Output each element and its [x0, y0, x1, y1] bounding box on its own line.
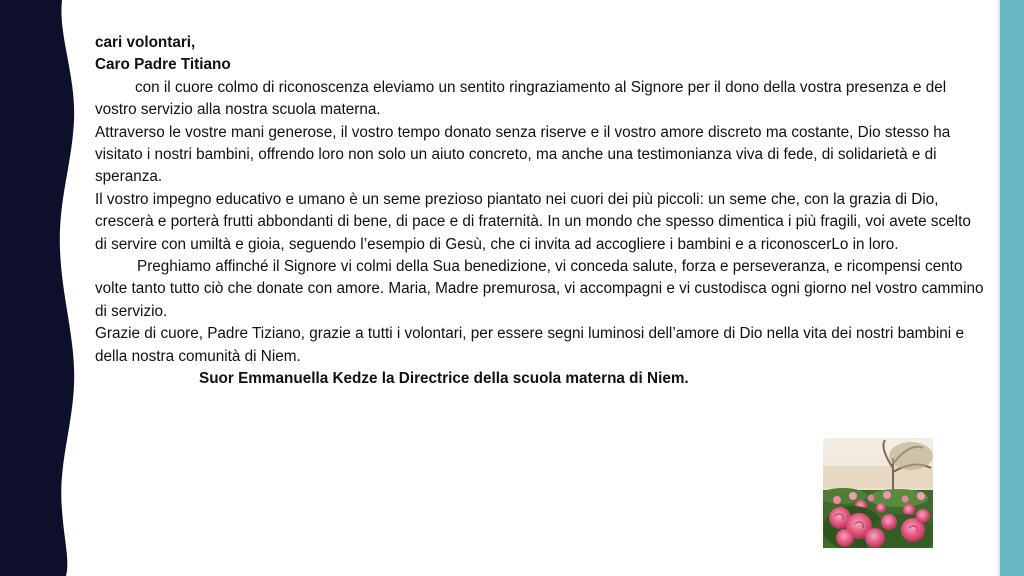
letter-body: [95, 32, 985, 391]
paragraph-gratitude: con il cuore colmo di riconoscenza eleviamo un sentito ringraziamento al Signore per il dono della vostra presenza e del vostro servizio alla nostra scuola materna.: [95, 78, 947, 119]
paragraph-prayer: Preghiamo affinché il Signore vi colmi della Sua benedizione, vi conceda salute, forza e perseveranza, e ricompensi cento volte tanto tutto ciò che donate con amore. Maria, Madre premurosa, vi accompagni e vi custodisca ogni giorno nel vostro cammino di servizio.: [95, 258, 984, 320]
signature: Suor Emmanuella Kedze la Directrice della scuola materna di Niem.: [199, 370, 689, 388]
paragraph-hands: Attraverso le vostre mani generose, il vostro tempo donato senza riserve e il vostro amore discreto ma costante, Dio stesso ha visitato i nostri bambini, offrendo loro non solo un aiuto concreto, ma anche una testimonianza viva di fede, di solidarietà e di speranza.: [95, 123, 951, 186]
paragraph-thanks: Grazie di cuore, Padre Tiziano, grazie a tutti i volontari, per essere segni luminosi dell’amore di Dio nella vita dei nostri bambini e della nostra comunità di Niem.: [95, 325, 964, 365]
right-accent-bar: [1000, 0, 1024, 576]
salutation: Caro Padre Titiano: [95, 56, 231, 74]
greeting: cari volontari,: [95, 34, 196, 51]
left-wave-decoration: [0, 0, 90, 576]
paragraph-commitment: Il vostro impegno educativo e umano è un seme prezioso piantato nei cuori dei più piccoli: un seme che, con la grazia di Dio, crescerà e porterà frutti abbondanti di bene, di pace e di fraternità. In un mondo che spesso dimentica i più fragili, voi avete scelto di servire con umiltà e gioia, seguendo l’esempio di Gesù, che ci invita ad accogliere i bambini e a riconoscerLo in loro.: [95, 190, 971, 253]
roses-photo: [823, 438, 933, 548]
